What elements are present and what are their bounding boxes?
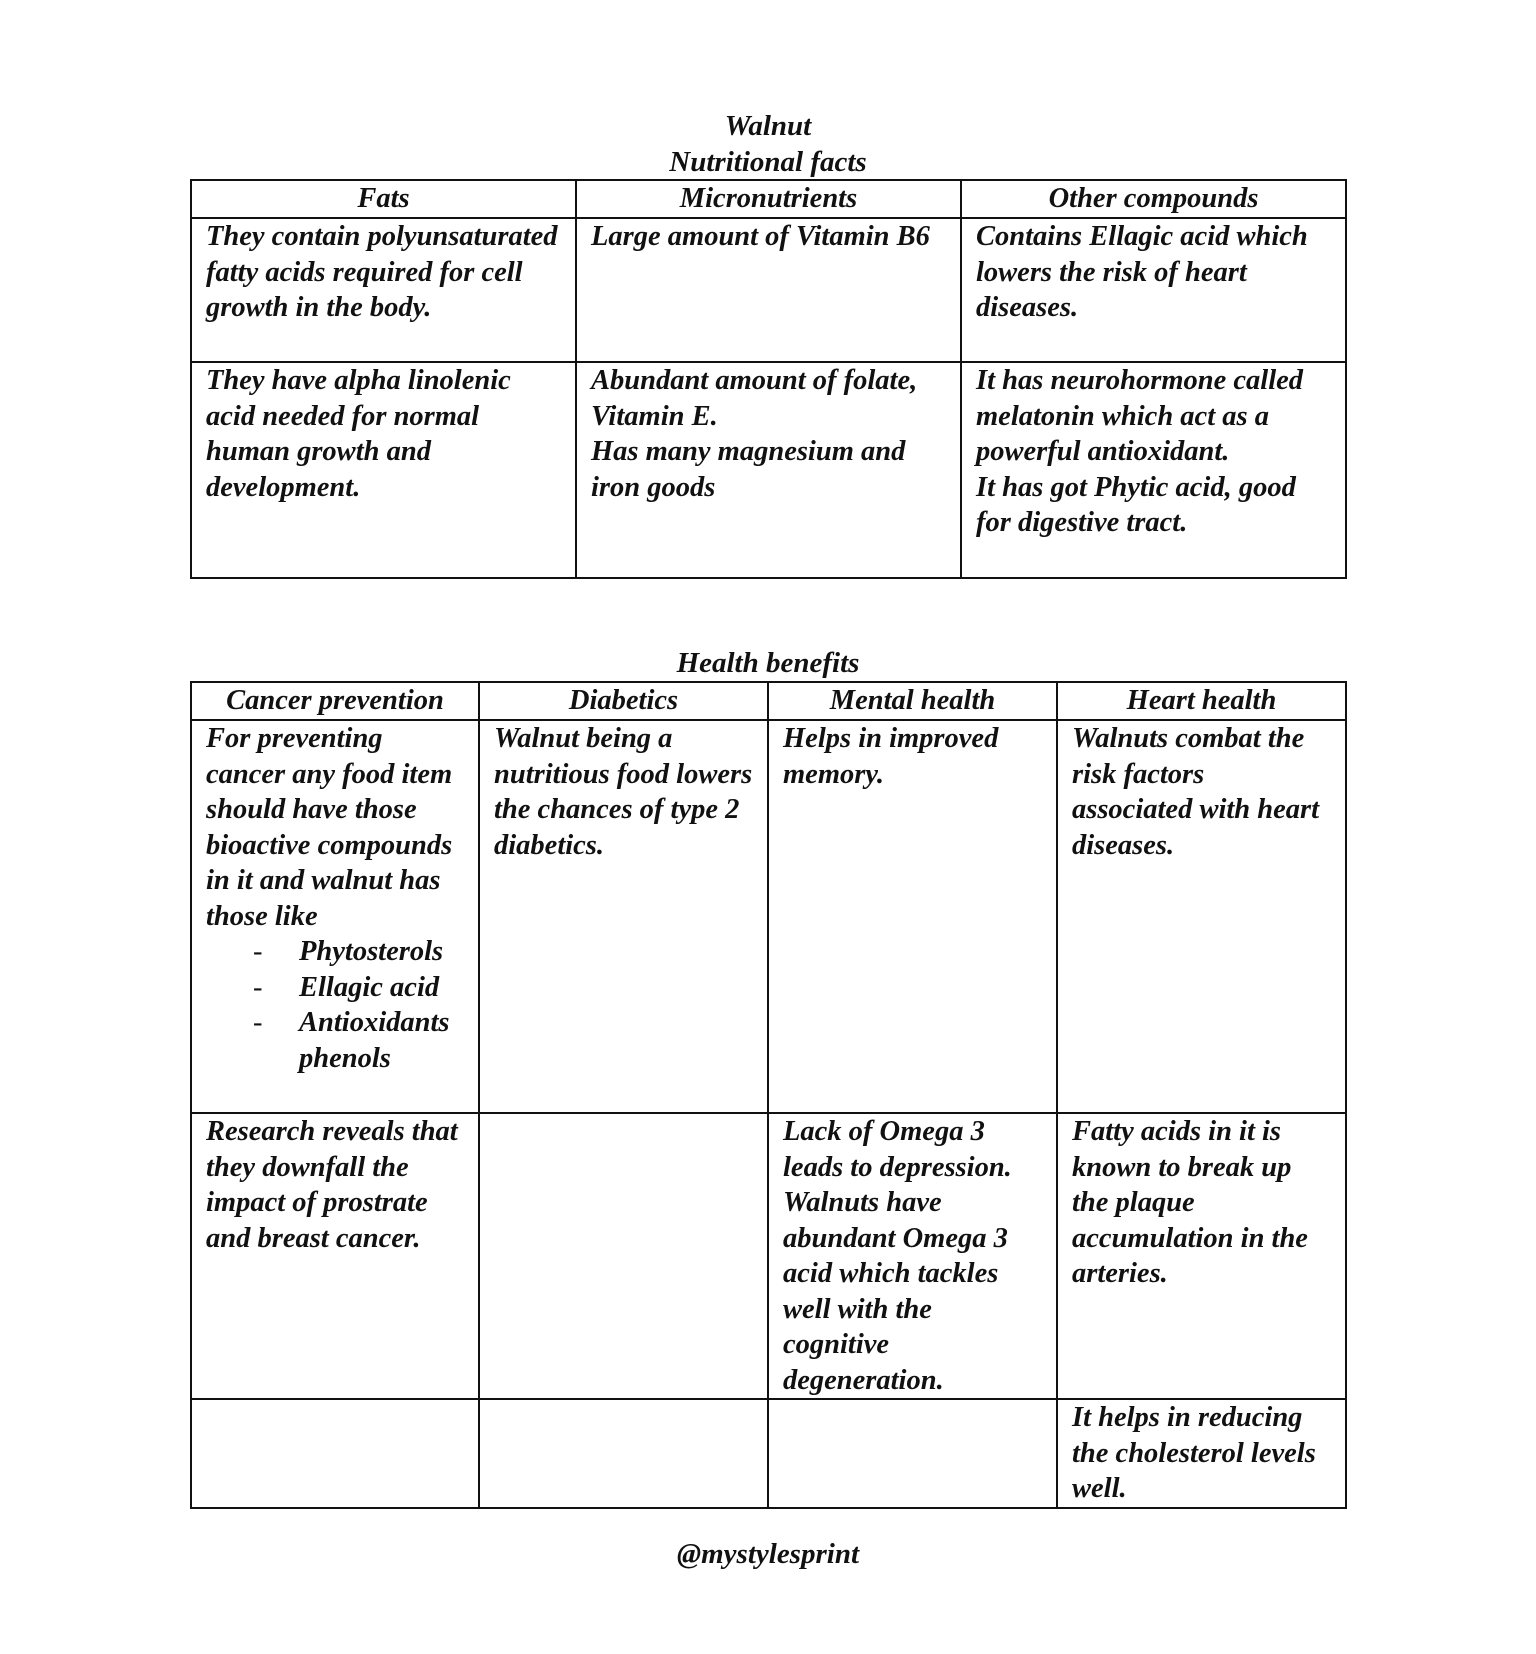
cell-text: It helps in reducing the cholesterol levels well. [1072, 1402, 1316, 1504]
list-item-text: Antioxidants phenols [299, 1007, 450, 1074]
table-cell [479, 1113, 768, 1399]
cell-text: It has neurohormone called melatonin which act as a powerful antioxidant. [976, 365, 1304, 467]
footer-handle: @mystylesprint [676, 1538, 859, 1570]
table-cell [191, 1113, 479, 1399]
table-cell [961, 362, 1346, 578]
table-cell [576, 362, 961, 578]
cell-text: For preventing cancer any food item should have those bioactive compounds in it and walnut has those like [206, 723, 453, 932]
bullet-dash: - [253, 971, 263, 1003]
table-cell [191, 720, 479, 1113]
table-cell [1057, 1113, 1346, 1399]
list-item [206, 934, 464, 970]
cell-text: Fatty acids in it is known to break up the plaque accumulation in the arteries. [1072, 1116, 1308, 1289]
cell-text: They have alpha linolenic acid needed for normal human growth and development. [206, 365, 511, 503]
cell-text: Research reveals that they downfall the impact of prostrate and breast cancer. [206, 1116, 458, 1254]
nutritional-facts-table [190, 179, 1347, 579]
cell-text: Lack of Omega 3 leads to depression. Walnuts have abundant Omega 3 acid which tackles well with the cognitive degeneration. [783, 1116, 1012, 1396]
list-item [206, 1005, 464, 1076]
column-header-micronutrients: Micronutrients [576, 180, 961, 218]
table-row [191, 218, 1346, 362]
table-header-row [191, 682, 1346, 720]
cell-text: Large amount of Vitamin B6 [591, 221, 930, 252]
table-cell [191, 362, 576, 578]
table-cell [1057, 720, 1346, 1113]
cell-text: It has got Phytic acid, good for digestive tract. [976, 471, 1296, 538]
column-header-fats: Fats [191, 180, 576, 218]
table-row [191, 362, 1346, 578]
column-header-mental-health: Mental health [768, 682, 1057, 720]
cell-text: They contain polyunsaturated fatty acids required for cell growth in the body. [206, 221, 558, 323]
list-item-text: Ellagic acid [299, 971, 440, 1003]
table-cell [576, 218, 961, 362]
bullet-dash: - [253, 1007, 263, 1038]
nutritional-facts-heading: Nutritional facts [669, 146, 867, 178]
health-benefits-heading: Health benefits [676, 647, 860, 679]
column-header-diabetics: Diabetics [479, 682, 768, 720]
cell-text: Has many magnesium and iron goods [591, 436, 906, 503]
table-cell [479, 720, 768, 1113]
table-cell [768, 1113, 1057, 1399]
cell-text: Contains Ellagic acid which lowers the risk of heart diseases. [976, 221, 1308, 323]
table-cell [1057, 1399, 1346, 1508]
table-cell [191, 218, 576, 362]
bullet-dash: - [253, 936, 263, 967]
cell-text: Abundant amount of folate, Vitamin E. [591, 365, 918, 432]
cell-text: Walnut being a nutritious food lowers the chances of type 2 diabetics. [494, 723, 753, 861]
cell-text: Helps in improved memory. [783, 723, 999, 790]
health-benefits-table [190, 681, 1347, 1509]
table-cell [191, 1399, 479, 1508]
column-header-cancer-prevention: Cancer prevention [191, 682, 479, 720]
column-header-heart-health: Heart health [1057, 682, 1346, 720]
table-cell [479, 1399, 768, 1508]
table-header-row [191, 180, 1346, 218]
table-cell [768, 720, 1057, 1113]
bullet-list [206, 934, 464, 1076]
list-item [206, 970, 464, 1006]
cell-text: Walnuts combat the risk factors associated with heart diseases. [1072, 723, 1320, 861]
column-header-other-compounds: Other compounds [961, 180, 1346, 218]
table-cell [961, 218, 1346, 362]
table-row [191, 1399, 1346, 1508]
table-row [191, 1113, 1346, 1399]
list-item-text: Phytosterols [299, 936, 444, 967]
table-cell [768, 1399, 1057, 1508]
table-row [191, 720, 1346, 1113]
page-title: Walnut [724, 110, 812, 142]
